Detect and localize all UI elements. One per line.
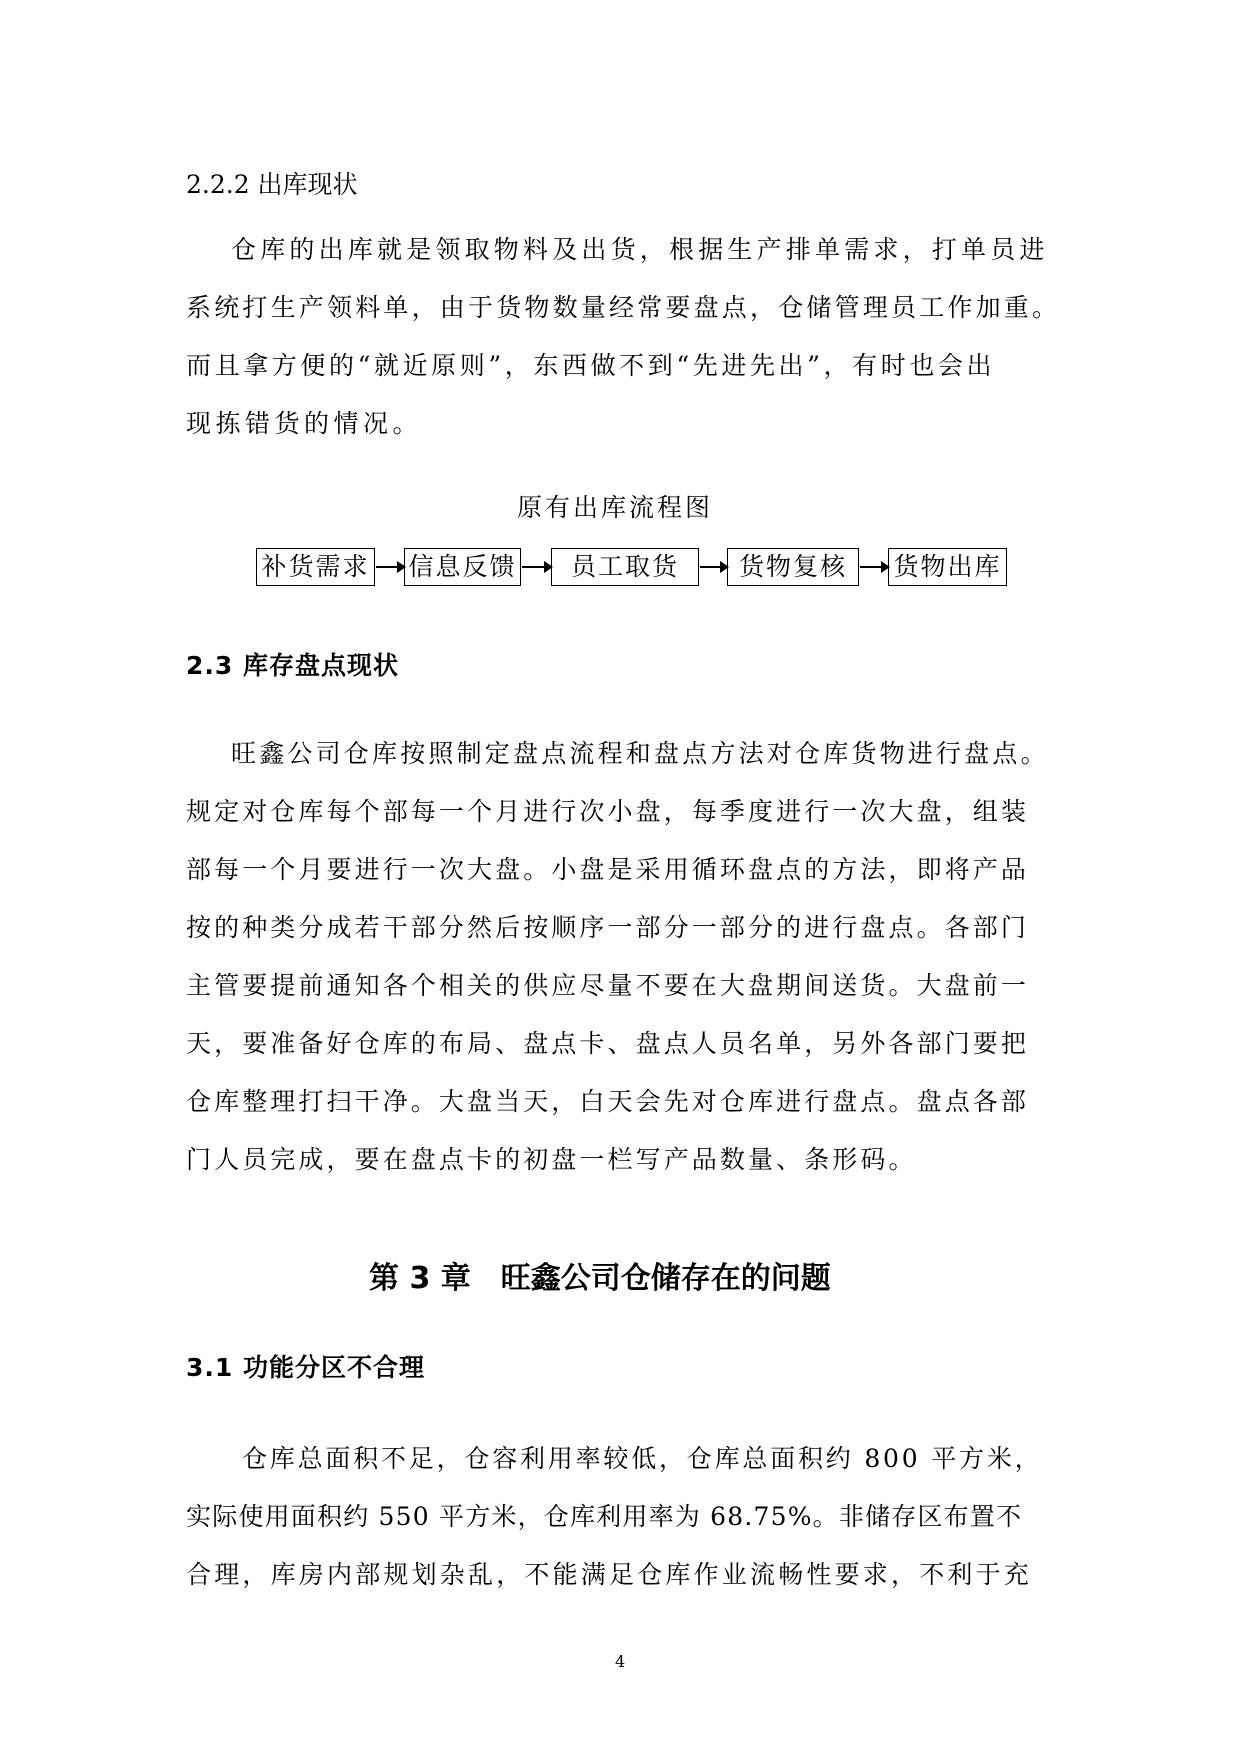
chapter-title: 第 3 章 旺鑫公司仓储存在的问题 [369, 1261, 831, 1296]
paragraph-line: 仓库整理打扫干净。大盘当天，白天会先对仓库进行盘点。盘点各部 [186, 1087, 1030, 1116]
paragraph-line: 实际使用面积约 550 平方米，仓库利用率为 68.75%。非储存区布置不 [186, 1502, 1023, 1531]
paragraph-line: 仓库的出库就是领取物料及出货，根据生产排单需求，打单员进 [231, 235, 1049, 264]
flow-step-outbound: 货物出库 [888, 548, 1007, 586]
paragraph-line: 按的种类分成若干部分然后按顺序一部分一部分的进行盘点。各部门 [186, 913, 1030, 942]
paragraph-line: 部每一个月要进行一次大盘。小盘是采用循环盘点的方法，即将产品 [186, 855, 1030, 884]
paragraph-inventory-status [186, 725, 1056, 1189]
flow-step-replenish-demand: 补货需求 [256, 548, 375, 586]
flow-arrow [522, 566, 551, 568]
paragraph-line: 门人员完成，要在盘点卡的初盘一栏写产品数量、条形码。 [186, 1145, 917, 1174]
paragraph-line: 合理，库房内部规划杂乱，不能满足仓库作业流畅性要求，不利于充 [186, 1560, 1033, 1589]
paragraph-line: 天，要准备好仓库的布局、盘点卡、盘点人员名单，另外各部门要把 [186, 1029, 1030, 1058]
paragraph-line: 系统打生产领料单，由于货物数量经常要盘点，仓储管理员工作加重。 [186, 293, 1061, 322]
paragraph-line: 现拣错货的情况。 [186, 409, 423, 438]
paragraph-zoning-issues [186, 1430, 1056, 1604]
paragraph-line: 仓库总面积不足，仓容利用率较低，仓库总面积约 800 平方米， [242, 1444, 1043, 1473]
section-heading-2-3: 2.3 库存盘点现状 [186, 651, 399, 680]
section-heading-2-2-2: 2.2.2 出库现状 [186, 170, 358, 199]
section-heading-3-1: 3.1 功能分区不合理 [186, 1353, 425, 1382]
flow-arrow [376, 566, 404, 568]
flowchart-title: 原有出库流程图 [517, 493, 714, 522]
flow-step-feedback: 信息反馈 [404, 548, 521, 586]
flow-arrow [860, 566, 888, 568]
page-number: 4 [615, 1652, 626, 1671]
flow-step-recheck: 货物复核 [727, 548, 859, 586]
flow-step-pick: 员工取货 [551, 548, 699, 586]
paragraph-outbound-status [186, 221, 1061, 453]
paragraph-line: 旺鑫公司仓库按照制定盘点流程和盘点方法对仓库货物进行盘点。 [231, 739, 1049, 768]
paragraph-line: 主管要提前通知各个相关的供应尽量不要在大盘期间送货。大盘前一 [186, 971, 1030, 1000]
paragraph-line: 规定对仓库每个部每一个月进行次小盘，每季度进行一次大盘，组装 [186, 797, 1030, 826]
paragraph-line: 而且拿方便的“就近原则”，东西做不到“先进先出”，有时也会出 [186, 351, 996, 380]
flow-arrow [700, 566, 727, 568]
